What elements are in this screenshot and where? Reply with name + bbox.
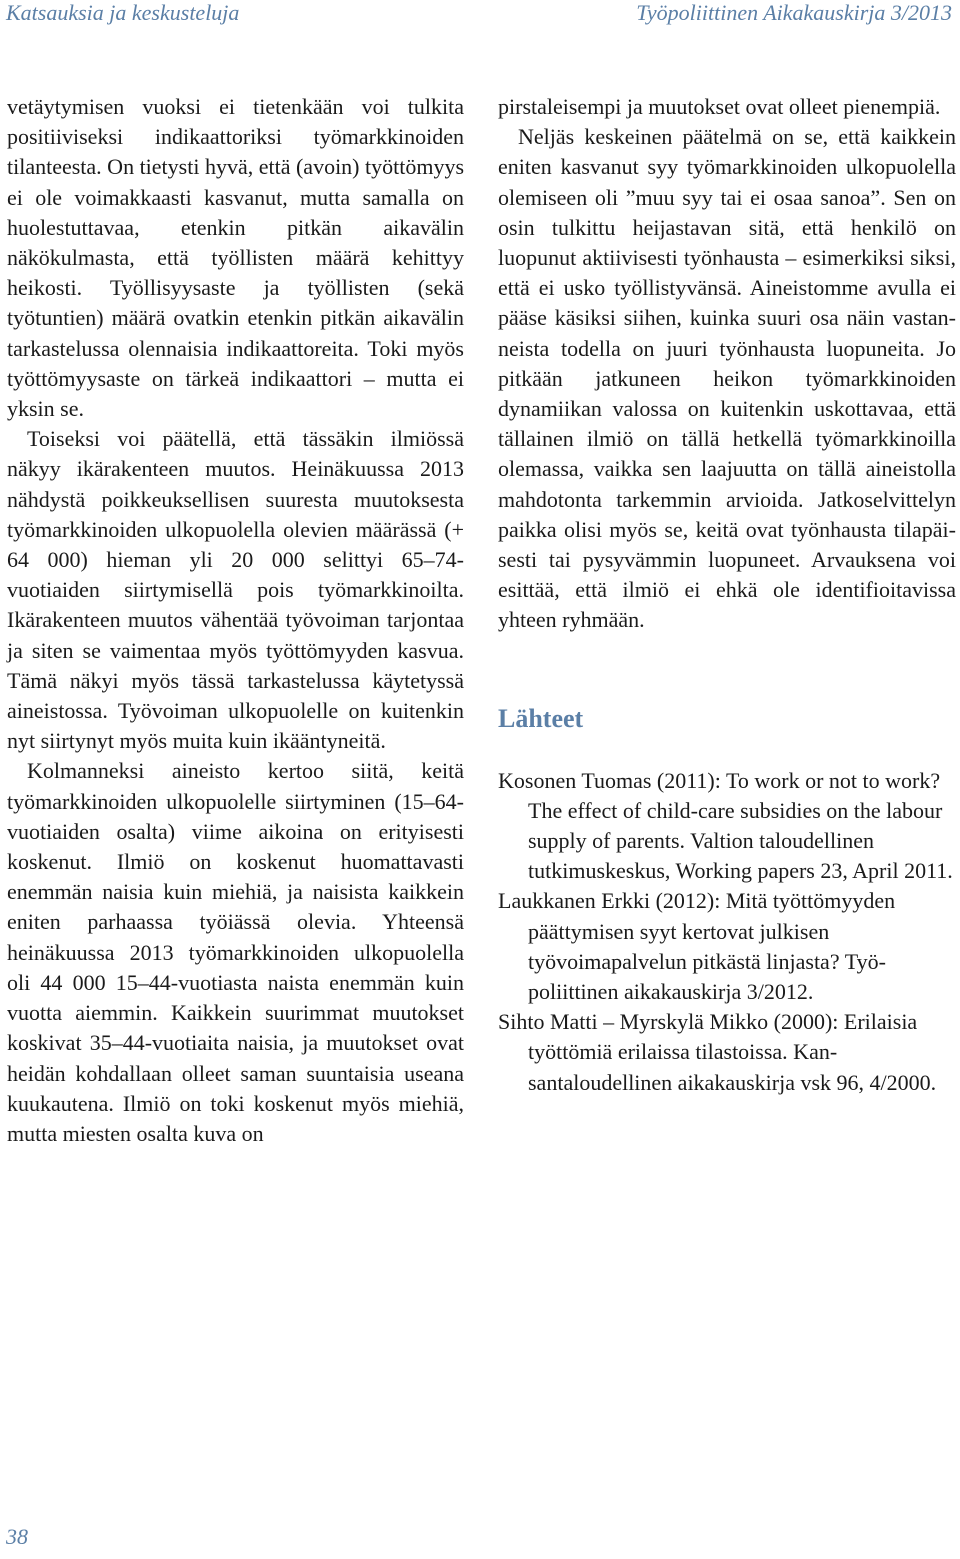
running-header-journal: Työpoliittinen Aikakauskirja 3/2013 — [636, 0, 952, 25]
left-column — [7, 92, 464, 1149]
reference-item: Kosonen Tuomas (2011): To work or not to work? The effect of child-care subsidies on the labour supply of parents. Valtion taloudellinen tutkimuskeskus, Working papers 23, April 2011. — [498, 767, 953, 884]
reference-item: Sihto Matti – Myrskylä Mikko (2000): Erilaisia työttömiä erilaissa tilastoissa. Kansantaloudellinen aikakauskirja vsk 96, 4/2000. — [498, 1009, 937, 1095]
right-column — [498, 92, 956, 1098]
reference-item: Laukkanen Erkki (2012): Mitä työttömyyden päättymisen syyt kertovat julkisen työvoimapalvelun pitkästä linjasta? Työpoliittinen aikakauskirja 3/2012. — [498, 888, 896, 1005]
body-paragraph: Toiseksi voi päätellä, että tässäkin ilmiössä näkyy ikärakenteen muutos. Heinäkuussa 2013 nähdystä poikkeuksellisen suuresta muutoksesta työmarkkinoiden ulkopuolella olevien määrässä (+ 64 000) hieman yli 20 000 selittyi 65–74-vuotiaiden siirtymisellä pois työmarkkinoilta. Ikärakenteen muutos vähentää työvoiman tarjontaa ja siten se vaimentaa myös työttömyyden kasvua. Tämä näkyi myös tässä tarkastelussa käytetyssä aineistossa. Työvoiman ulkopuolelle on kuitenkin nyt siirtynyt myös muita kuin ikääntyneitä. — [7, 426, 464, 754]
body-paragraph: vetäytymisen vuoksi ei tietenkään voi tulkita positiiviseksi indikaattoriksi työmarkkinoiden tilanteesta. On tietysti hyvä, että (avoin) työttömyys ei ole voimakkaasti kasvanut, mutta samalla on huolestuttavaa, etenkin pitkän aikavälin näkökulmasta, että työllisten määrä kehittyy heikosti. Työllisyysaste ja työllisten (sekä työtuntien) määrä ovatkin etenkin pitkän aikavälin tarkastelussa olennaisia indikaattoreita. Toki myös työttömyysaste on tärkeä indikaattori – mutta ei yksin se. — [7, 94, 465, 422]
body-paragraph: Neljäs keskeinen päätelmä on se, että kaikkein eniten kasvanut syy työmarkkinoiden ulkopuolella olemiseen oli ”muu syy tai ei osaa sanoa”. Sen on osin tulkittu heijastavan sitä, että henkilö on luopunut aktiivisesti työnhausta – esimerkiksi siksi, että ei usko työllistyvänsä. Aineistomme avulla ei pääse käsiksi siihen, kuinka suuri osa näin vastanneista todella on juuri työnhausta luopuneita. Jo pitkään jatkuneen heikon työmarkkinoiden dynamiikan valossa on kuitenkin uskottavaa, että tällainen ilmiö on tällä hetkellä työmarkkinoilla olemassa, vaikka sen laajuutta on tällä aineistolla mahdotonta tarkemmin arvioida. Jatkoselvittelyn paikka olisi myös se, keitä ovat työnhausta tilapäisesti tai pysyvämmin luopuneet. Arvauksena voi esittää, että ilmiö ei ehkä ole identifioitavissa yhteen ryhmään. — [498, 124, 956, 633]
body-paragraph: pirstaleisempi ja muutokset ovat olleet pienempiä. — [498, 94, 941, 119]
references-heading: Lähteet — [498, 703, 584, 733]
page-number: 38 — [6, 1524, 28, 1549]
body-paragraph: Kolmanneksi aineisto kertoo siitä, keitä työmarkkinoiden ulkopuolelle siirtyminen (15–64-vuotiaiden osalta) viime aikoina on erityisesti koskenut. Ilmiö on koskenut huomattavasti enemmän naisia kuin miehiä, ja naisista kaikkein eniten parhaassa työiässä olevia. Yhteensä heinäkuussa 2013 työmarkkinoiden ulkopuolella oli 44 000 15–44-vuotiasta naista enemmän kuin vuotta aiemmin. Kaikkein suurimmat muutokset koskivat 35–44-vuotiaita naisia, ja muutokset ovat heidän kohdallaan olleet saman suuntaisia useana kuukautena. Ilmiö on toki koskenut myös miehiä, mutta miesten osalta kuva on — [7, 758, 464, 1146]
running-header-section: Katsauksia ja keskusteluja — [6, 0, 240, 25]
